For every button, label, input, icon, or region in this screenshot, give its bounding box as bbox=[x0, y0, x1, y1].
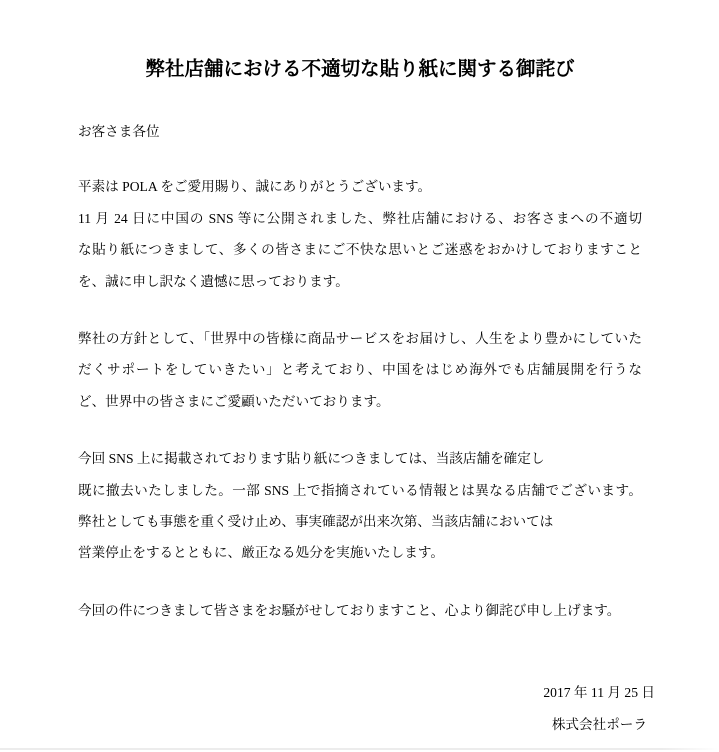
company-signature: 株式会社ポーラ bbox=[551, 716, 647, 732]
body-line: 平素は POLA をご愛用賜り、誠にありがとうございます。 bbox=[78, 179, 432, 195]
body-line: 11 月 24 日に中国の SNS 等に公開されました、弊社店舗における、お客さまへの不適切 bbox=[78, 210, 642, 226]
body-line: だくサポートをしていきたい」と考えており、中国をはじめ海外でも店舗展開を行うな bbox=[78, 362, 642, 378]
body-line: を、誠に申し訳なく遺憾に思っております。 bbox=[78, 273, 349, 289]
body-line: な貼り紙につきまして、多くの皆さまにご不快な思いとご迷惑をおかけしておりますこと bbox=[78, 242, 642, 258]
body-line: ど、世界中の皆さまにご愛顧いただいております。 bbox=[78, 393, 390, 409]
body-paragraph bbox=[78, 443, 642, 569]
body-line: 既に撤去いたしました。一部 SNS 上で指摘されている情報とは異なる店舗でございます。 bbox=[78, 482, 642, 498]
body-paragraph bbox=[78, 171, 642, 297]
body-line: 弊社の方針として、「世界中の皆様に商品サービスをお届けし、人生をより豊かにしていた bbox=[78, 331, 642, 347]
date-line: 2017 年 11 月 25 日 bbox=[543, 685, 655, 701]
body-line: 弊社としても事態を重く受け止め、事実確認が出来次第、当該店舗においては bbox=[78, 514, 554, 530]
letter-body bbox=[78, 171, 642, 626]
body-line: 営業停止をするとともに、厳正なる処分を実施いたします。 bbox=[78, 545, 444, 561]
bottom-edge-line bbox=[0, 748, 719, 750]
body-line: 今回 SNS 上に掲載されております貼り紙につきましては、当該店舗を確定し bbox=[78, 451, 545, 467]
salutation: お客さま各位 bbox=[78, 124, 160, 139]
body-line: 今回の件につきまして皆さまをお騒がせしておりますこと、心より御詫び申し上げます。 bbox=[78, 602, 621, 618]
body-paragraph bbox=[78, 323, 642, 417]
letter-footer bbox=[78, 677, 655, 740]
body-paragraph bbox=[78, 595, 642, 626]
page-title: 弊社店舗における不適切な貼り紙に関する御詫び bbox=[145, 59, 575, 80]
